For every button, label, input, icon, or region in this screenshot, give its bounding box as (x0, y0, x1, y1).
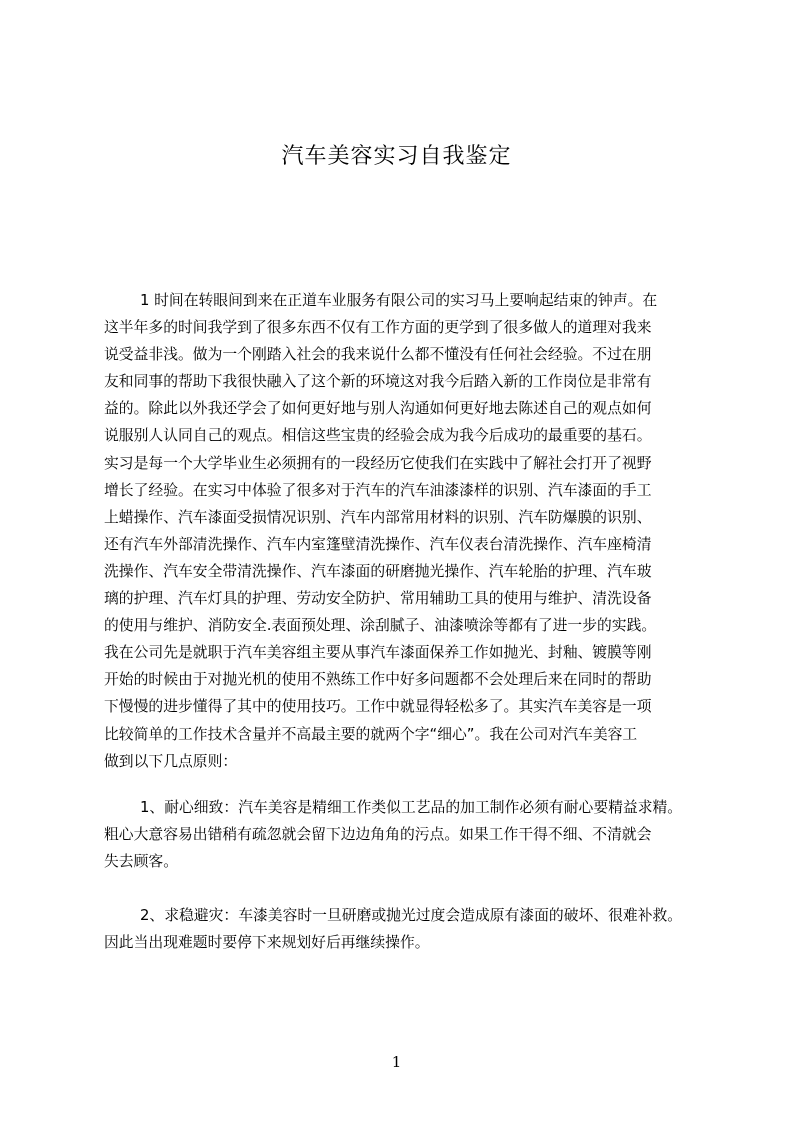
paragraph-line: 增长了经验。在实习中体验了很多对于汽车的汽车油漆漆样的识别、汽车漆面的手工 (104, 481, 652, 499)
paragraph-line: 洗操作、汽车安全带清洗操作、汽车漆面的研磨抛光操作、汽车轮胎的护理、汽车玻 (104, 562, 652, 580)
paragraph-2 (104, 794, 724, 875)
paragraph-line: 益的。除此以外我还学会了如何更好地与别人沟通如何更好地去陈述自己的观点如何 (104, 400, 652, 418)
paragraph-line: 1 时间在转眼间到来在正道车业服务有限公司的实习马上要响起结束的钟声。在 (140, 292, 658, 309)
paragraph-line: 实习是每一个大学毕业生必须拥有的一段经历它使我们在实践中了解社会打开了视野 (104, 454, 652, 472)
paragraph-line: 友和同事的帮助下我很快融入了这个新的环境这对我今后踏入新的工作岗位是非常有 (104, 373, 652, 391)
paragraph-line: 因此当出现难题时要停下来规划好后再继续操作。 (104, 934, 430, 952)
paragraph-line: 开始的时候由于对抛光机的使用不熟练工作中好多问题都不会处理后来在同时的帮助 (104, 671, 652, 689)
paragraph-line: 失去顾客。 (104, 853, 178, 871)
paragraph-line: 这半年多的时间我学到了很多东西不仅有工作方面的更学到了很多做人的道理对我来 (104, 319, 652, 337)
paragraph-line: 璃的护理、汽车灯具的护理、劳动安全防护、常用辅助工具的使用与维护、清洗设备 (104, 590, 652, 608)
paragraph-line: 比较简单的工作技术含量并不高最主要的就两个字“细心”。我在公司对汽车美容工 (104, 725, 638, 743)
paragraph-3 (104, 902, 724, 956)
page-number: 1 (391, 1053, 402, 1071)
paragraph-line: 做到以下几点原则： (104, 752, 238, 770)
paragraph-line: 说受益非浅。做为一个刚踏入社会的我来说什么都不懂没有任何社会经验。不过在朋 (104, 346, 652, 364)
paragraph-line: 下慢慢的进步懂得了其中的使用技巧。工作中就显得轻松多了。其实汽车美容是一项 (104, 698, 652, 716)
paragraph-line: 上蜡操作、汽车漆面受损情况识别、汽车内部常用材料的识别、汽车防爆膜的识别、 (104, 508, 652, 526)
paragraph-1 (104, 287, 724, 775)
paragraph-line: 我在公司先是就职于汽车美容组主要从事汽车漆面保养工作如抛光、封釉、镀膜等刚 (104, 644, 652, 662)
paragraph-line: 还有汽车外部清洗操作、汽车内室篷壁清洗操作、汽车仪表台清洗操作、汽车座椅清 (104, 535, 652, 553)
paragraph-line: 粗心大意容易出错稍有疏忽就会留下边边角角的污点。如果工作干得不细、不清就会 (104, 826, 652, 844)
paragraph-line: 的使用与维护、消防安全.表面预处理、涂刮腻子、油漆喷涂等都有了进一步的实践。 (104, 617, 657, 635)
paragraph-line: 说服别人认同自己的观点。相信这些宝贵的经验会成为我今后成功的最重要的基石。 (104, 427, 652, 445)
document-title: 汽车美容实习自我鉴定 (281, 144, 512, 169)
paragraph-line: 1、耐心细致：汽车美容是精细工作类似工艺品的加工制作必须有耐心要精益求精。 (140, 799, 683, 816)
paragraph-line: 2、求稳避灾：车漆美容时一旦研磨或抛光过度会造成原有漆面的破坏、很难补救。 (140, 907, 683, 924)
